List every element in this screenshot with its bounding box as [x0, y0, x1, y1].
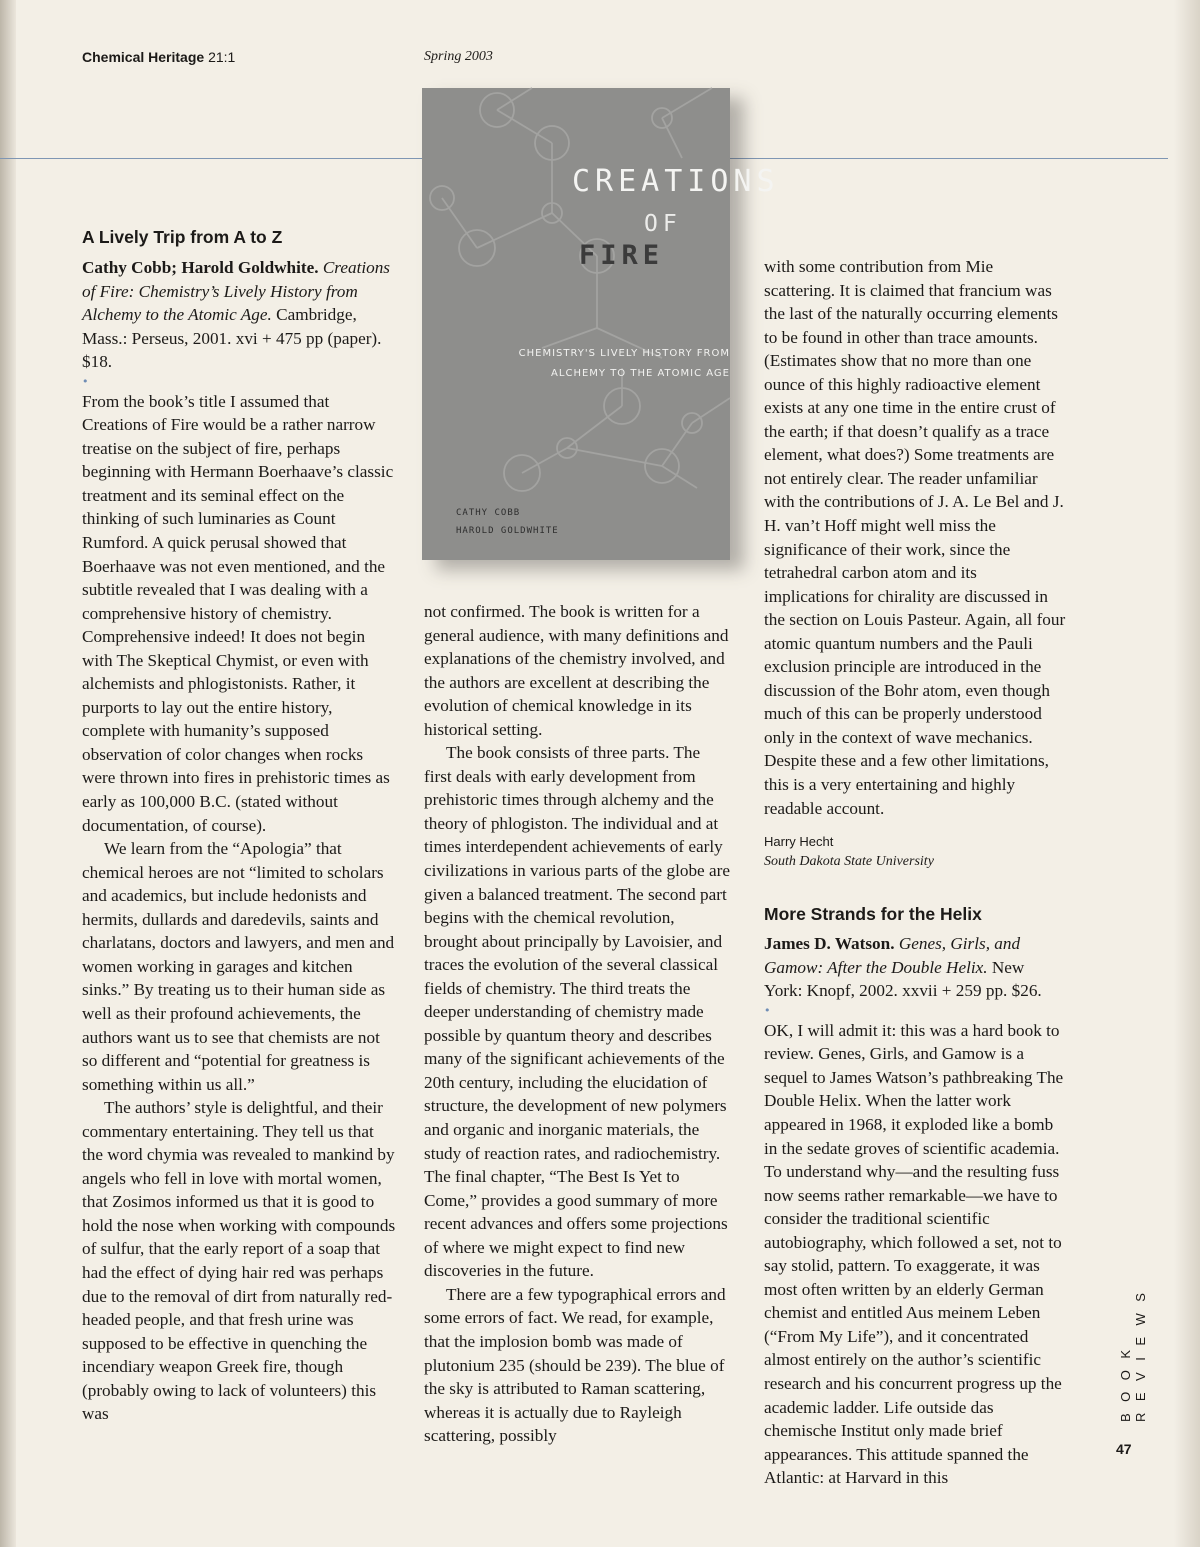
- journal-issue: 21:1: [208, 49, 236, 65]
- cover-authors: [456, 504, 559, 540]
- review-1-citation: [82, 256, 396, 374]
- book-cover-image: [422, 88, 780, 560]
- cover-subtitle: [512, 344, 742, 384]
- running-header-season: Spring 2003: [424, 49, 493, 64]
- cover-author: CATHY COBB: [456, 508, 521, 518]
- review-2-paragraph: OK, I will admit it: this was a hard book to review. Genes, Girls, and Gamow is a sequel to James Watson’s pathbreaking The Double Helix. When the latter work appeared in 1968, it exploded like a bomb in the sedate groves of scientific academia. To understand why—and the resulting fuss now seems rather remarkable—we have to consider the traditional scientific autobiography, which followed a set, not to say stolid, pattern. To exaggerate, it was most often written by an elderly German chemist and entitled Aus meinem Leben (“From My Life”), and it concentrated almost entirely on the author’s scientific research and his concurrent progress up the academic ladder. Life outside das chemische Institut only made brief appearances. This attitude spanned the Atlantic: at Harvard in this: [764, 1020, 1064, 1488]
- reviewer-affiliation: South Dakota State University: [764, 854, 934, 870]
- reviewer-name: Harry Hecht: [764, 834, 834, 850]
- section-label-book-reviews: BOOK REVIEWS: [1118, 1281, 1148, 1422]
- journal-name: Chemical Heritage: [82, 49, 205, 65]
- section-bullet: •: [764, 1003, 771, 1017]
- section-bullet: •: [82, 374, 89, 388]
- citation-title: Creations of Fire: Chemistry’s Lively History from Alchemy to the Atomic Age.: [82, 258, 390, 325]
- review-2-citation: [764, 932, 1066, 1003]
- review-1-paragraph: There are a few typographical errors and some errors of fact. We read, for example, that the implosion bomb was made of plutonium 235 (should be 239). The blue of the sky is attributed to Raman scattering, whereas it is actually due to Rayleigh scattering, possibly: [424, 1284, 726, 1446]
- page-number: 47: [1116, 1441, 1132, 1457]
- review-1-paragraph: The authors’ style is delightful, and their commentary entertaining. They tell us that the word chymia was revealed to mankind by angels who fell in love with mortal women, that Zosimos informed us that it is good to hold the nose when working with compounds of sulfur, that the early report of a soap that had the effect of dying hair red was perhaps due to the removal of dirt from naturally red-headed people, and that fresh urine was supposed to be effective in quenching the incendiary weapon Greek fire, though (probably owing to lack of volunteers) this was: [82, 1098, 396, 1424]
- column-3: [764, 255, 1066, 1490]
- citation-authors: James D. Watson.: [764, 934, 895, 954]
- cover-title-fire: FIRE: [579, 240, 665, 271]
- cover-title-creations: CREATIONS: [572, 164, 780, 199]
- running-header-journal: [82, 49, 235, 65]
- review-1-paragraph: not confirmed. The book is written for a general audience, with many definitions and explanations of the chemistry involved, and the authors are excellent at describing the evolution of chemical knowledge in its historical setting.: [424, 602, 729, 739]
- cover-subtitle-line: CHEMISTRY'S LIVELY HISTORY FROM: [518, 348, 730, 359]
- citation-title: Genes, Girls, and Gamow: After the Double Helix.: [764, 934, 1021, 977]
- binding-shadow: [0, 0, 16, 1547]
- review-1-heading: A Lively Trip from A to Z: [82, 227, 283, 247]
- review-1-paragraph: We learn from the “Apologia” that chemical heroes are not “limited to scholars and academics, but include hedonists and hermits, dullards and daredevils, saints and charlatans, doctors and lawyers, and men and women working in garages and kitchen sinks.” By treating us to their human side as well as their profound achievements, the authors want us to see that chemists are not so different and “potential for greatness is something within us all.”: [82, 839, 395, 1094]
- cover-author: HAROLD GOLDWHITE: [456, 526, 559, 536]
- cover-title-of: OF: [644, 211, 682, 237]
- review-1-paragraph: with some contribution from Mie scattering. It is claimed that francium was the last of the naturally occurring elements to be found in other than trace amounts. (Estimates show that no more than one ounce of this highly radioactive element exists at any one time in the entire crust of the earth; if that doesn’t qualify as a trace element, what does?) Some treatments are not entirely clear. The reader unfamiliar with the contributions of J. A. Le Bel and J. H. van’t Hoff might well miss the significance of their work, since the tetrahedral carbon atom and its implications for chirality are discussed in the section on Louis Pasteur. Again, all four atomic quantum numbers and the Pauli exclusion principle are introduced in the discussion of the Bohr atom, even though much of this can be properly understood only in the context of wave mechanics. Despite these and a few other limitations, this is a very entertaining and highly readable account.: [764, 257, 1066, 818]
- review-1-paragraph: The book consists of three parts. The first deals with early development from prehistoric times through alchemy and the theory of phlogiston. The individual and at times interdependent achievements of early civilizations in various parts of the globe are given a balanced treatment. The second part begins with the chemical revolution, brought about principally by Lavoisier, and traces the evolution of the several classical fields of chemistry. The third treats the deeper understanding of chemistry made possible by quantum theory and describes many of the significant achievements of the 20th century, including the elucidation of structure, the development of new polymers and organic and inorganic materials, the study of reaction rates, and radiochemistry. The final chapter, “The Best Is Yet to Come,” provides a good summary of more recent advances and offers some projections of where we might expect to find new discoveries in the future.: [424, 743, 730, 1281]
- page-edge-shadow: [1174, 0, 1200, 1547]
- citation-details: Cambridge, Mass.: Perseus, 2001. xvi + 475 pp (paper). $18.: [82, 305, 382, 372]
- review-1-paragraph: From the book’s title I assumed that Creations of Fire would be a rather narrow treatise on the subject of fire, perhaps beginning with Hermann Boerhaave’s classic treatment and its seminal effect on the thinking of such luminaries as Count Rumford. A quick perusal showed that Boerhaave was not even mentioned, and the subtitle revealed that I was dealing with a comprehensive history of chemistry. Comprehensive indeed! It does not begin with The Skeptical Chymist, or even with alchemists and phlogistonists. Rather, it purports to lay out the entire history, complete with humanity’s supposed observation of color changes when rocks were thrown into fires in prehistoric times as early as 100,000 B.C. (stated without documentation, of course).: [82, 391, 394, 835]
- cover-subtitle-line: ALCHEMY TO THE ATOMIC AGE: [551, 368, 730, 379]
- molecule-pattern: [422, 88, 730, 560]
- citation-authors: Cathy Cobb; Harold Goldwhite.: [82, 258, 319, 277]
- column-1: [82, 225, 396, 1426]
- citation-details: New York: Knopf, 2002. xxvii + 259 pp. $26.: [764, 957, 1042, 1001]
- column-2: [424, 600, 730, 1448]
- review-2-heading: More Strands for the Helix: [764, 904, 982, 925]
